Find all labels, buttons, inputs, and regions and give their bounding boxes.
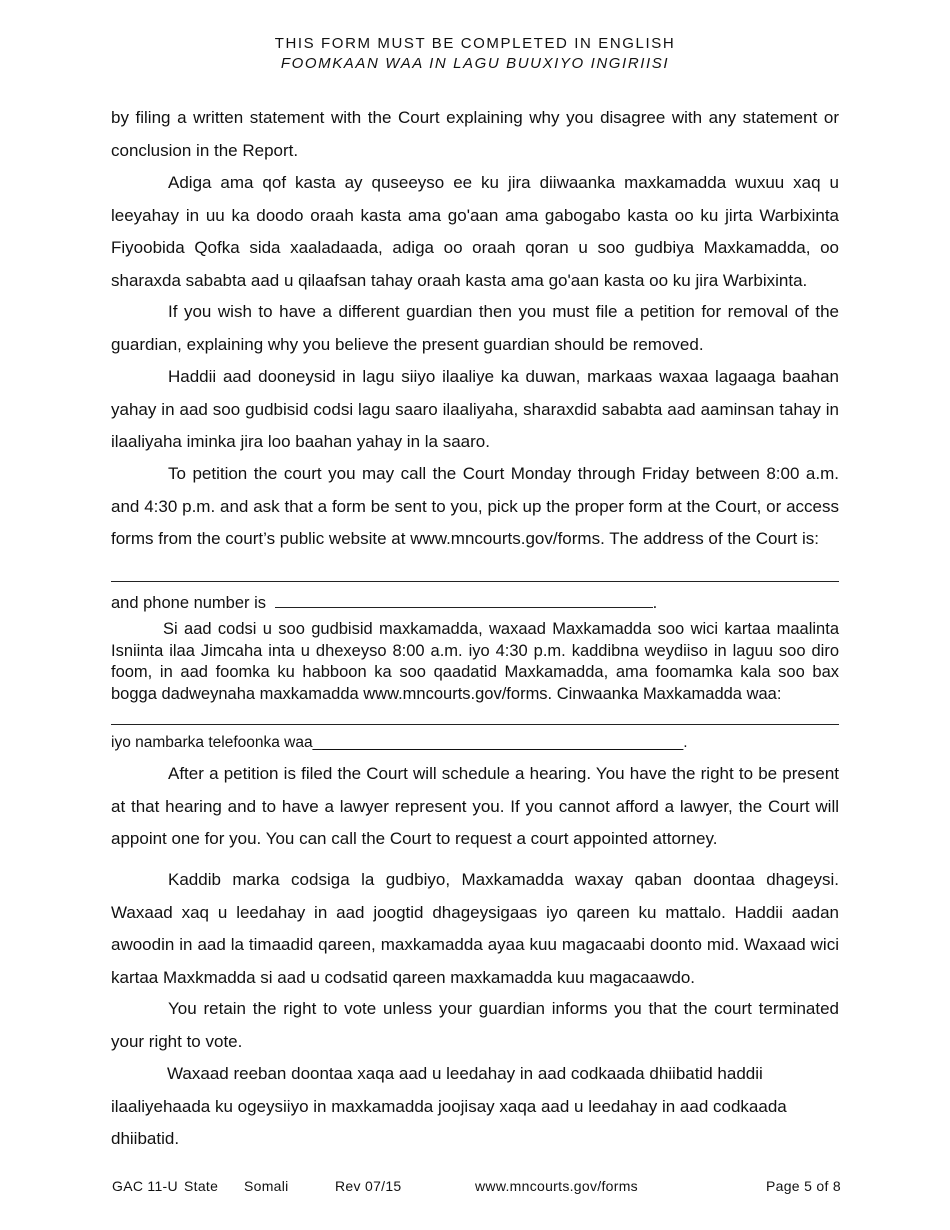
paragraph-vote-so [111, 1058, 839, 1156]
phone-number-field[interactable] [275, 607, 653, 608]
paragraph-report-objection-en: by filing a written statement with the Court explaining why you disagree with any statement or conclusion in the Report. [111, 108, 839, 160]
vote-so-line-1: Waxaad reeban doontaa xaqa aad u leedahay in aad codkaada dhiibatid haddii [167, 1064, 763, 1083]
footer-language: Somali [244, 1178, 289, 1194]
footer-state: State [184, 1178, 219, 1194]
footer-website-link[interactable]: www.mncourts.gov/forms [475, 1178, 638, 1194]
paragraph-hearing-so: Kaddib marka codsiga la gudbiyo, Maxkamadda waxay qaban doontaa dhageysi. Waxaad xaq u leedahay in aad joogtid dhageysigaas iyo qareen ku mattalo. Haddii aadan awoodin in aad la timaadid qareen, maxkamadda ayaa kuu magacaabi doonto mid. Waxaad wici kartaa Maxkmadda si aad u codsatid qareen maxkamadda kuu magacaawdo. [111, 870, 839, 987]
paragraph-removal-en: If you wish to have a different guardian then you must file a petition for removal of the guardian, explaining why you believe the present guardian should be removed. [111, 302, 839, 354]
footer-revision: Rev 07/15 [335, 1178, 402, 1194]
form-header [0, 34, 950, 74]
paragraph-petition-en: To petition the court you may call the Court Monday through Friday between 8:00 a.m. and 4:30 p.m. and ask that a form be sent to you, pick up the proper form at the Court, or access forms from the court’s public website at www.mncourts.gov/forms. The address of the Court is: [111, 464, 839, 548]
paragraph-hearing-en: After a petition is filed the Court will schedule a hearing. You have the right to be present at that hearing and to have a lawyer represent you. If you cannot afford a lawyer, the Court will appoint one for you. You can call the Court to request a court appointed attorney. [111, 764, 839, 848]
vote-so-line-2: ilaaliyehaada ku ogeysiiyo in maxkamadda joojisay xaqa aad u leedahay in aad codkaada [111, 1096, 787, 1116]
footer-form-code: GAC 11-U [112, 1178, 178, 1194]
phone-number-label: and phone number is [111, 594, 267, 612]
paragraph-petition-so: Si aad codsi u soo gudbisid maxkamadda, waxaad Maxkamadda soo wici kartaa maalinta Isniinta ilaa Jimcaha inta u dhexeyso 8:00 a.m. iyo 4:30 p.m. kaddibna weydiiso in laguu soo diro foom, in aad foomka ku habboon ka soo qaadatid Maxkamadda, ama foomamka kala soo bax bogga dadweynaha maxkamadda www.mncourts.gov/forms. Cinwaanka Maxkamadda waa: [111, 620, 839, 703]
phone-number-row: and phone number is . [111, 594, 658, 612]
court-address-line[interactable] [111, 581, 839, 582]
paragraph-report-objection-so: Adiga ama qof kasta ay quseeyso ee ku jira diiwaanka maxkamadda wuxuu xaq u leeyahay in uu ka doodo oraah kasta ama go'aan ama gabogabo kasta oo ku jirta Warbixinta Fiyoobida Qofka sida xaaladaada, adiga oo oraah qoran u soo gudbiya Maxkamadda, oo sharaxda sababta aad u qilaafsan tahay oraah kasta ama go'aan kasta oo ku jira Warbixinta. [111, 173, 839, 290]
court-address-line-so[interactable] [111, 724, 839, 725]
header-english-notice: THIS FORM MUST BE COMPLETED IN ENGLISH [274, 35, 676, 52]
phone-number-label-so: iyo nambarka telefoonka waa___________________________________________. [111, 734, 688, 751]
header-somali-notice: FOOMKAAN WAA IN LAGU BUUXIYO INGIRIISI [280, 55, 670, 72]
paragraph-removal-so: Haddii aad dooneysid in lagu siiyo ilaaliye ka duwan, markaas waxaa lagaaga baahan yahay in aad soo gudbisid codsi lagu saaro ilaaliyaha, sharaxdid sababta aad aaminsan tahay in ilaaliyaha iminka jira loo baahan yahay in la saaro. [111, 367, 839, 451]
vote-so-line-3: dhiibatid. [111, 1129, 180, 1148]
paragraph-vote-en: You retain the right to vote unless your guardian informs you that the court terminated your right to vote. [111, 999, 839, 1051]
footer-page-number: Page 5 of 8 [766, 1178, 841, 1194]
